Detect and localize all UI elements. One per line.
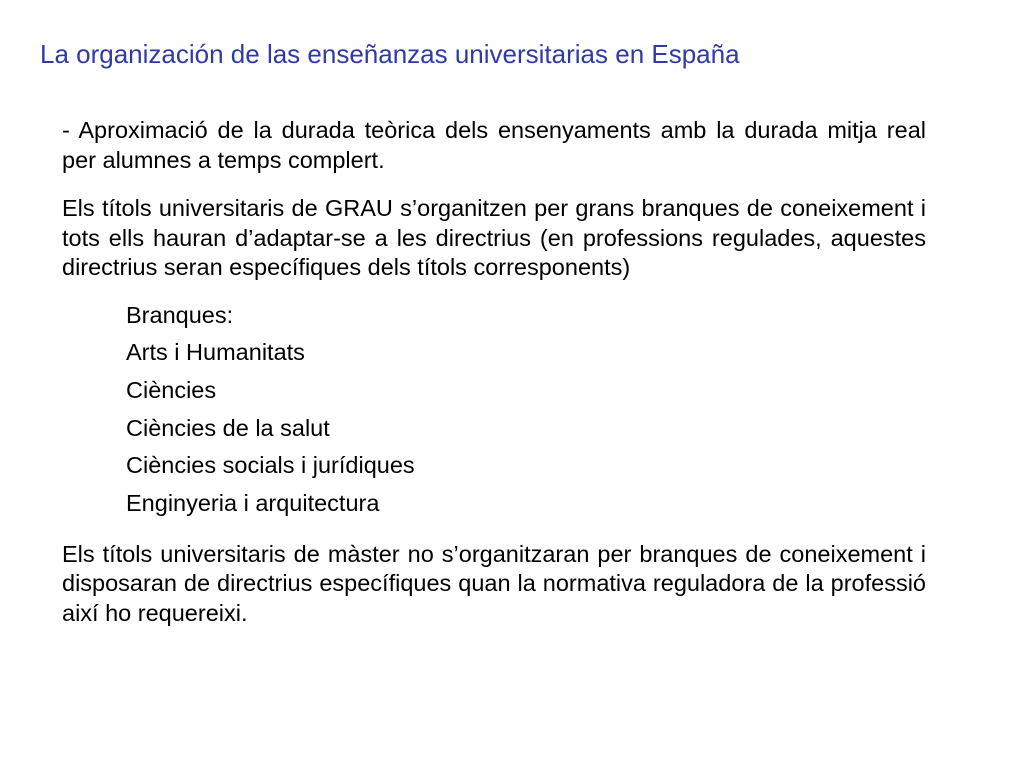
- slide-title: La organización de las enseñanzas universitarias en España: [40, 39, 740, 69]
- list-item-ciencies-socials: Ciències socials i jurídiques: [126, 452, 415, 479]
- slide-body: [62, 116, 926, 628]
- list-item-enginyeria: Enginyeria i arquitectura: [126, 489, 380, 516]
- branches-heading: Branques:: [126, 301, 234, 328]
- paragraph-duration: - Aproximació de la durada teòrica dels ensenyaments amb la durada mitja real per alumnes a temps complert.: [62, 117, 926, 173]
- paragraph-master: Els títols universitaris de màster no s’organitzaran per branques de coneixement i disposaran de directrius específiques quan la normativa reguladora de la professió així ho requereixi.: [62, 540, 926, 626]
- paragraph-grau: Els títols universitaris de GRAU s’organitzen per grans branques de coneixement i tots ells hauran d’adaptar-se a les directrius (en professions regulades, aquestes directrius seran específiques dels títols corresponents): [62, 195, 926, 280]
- list-item-arts-humanitats: Arts i Humanitats: [126, 339, 305, 366]
- branches-list: [126, 297, 926, 523]
- list-item-ciencies: Ciències: [126, 376, 217, 403]
- list-item-ciencies-salut: Ciències de la salut: [126, 414, 330, 441]
